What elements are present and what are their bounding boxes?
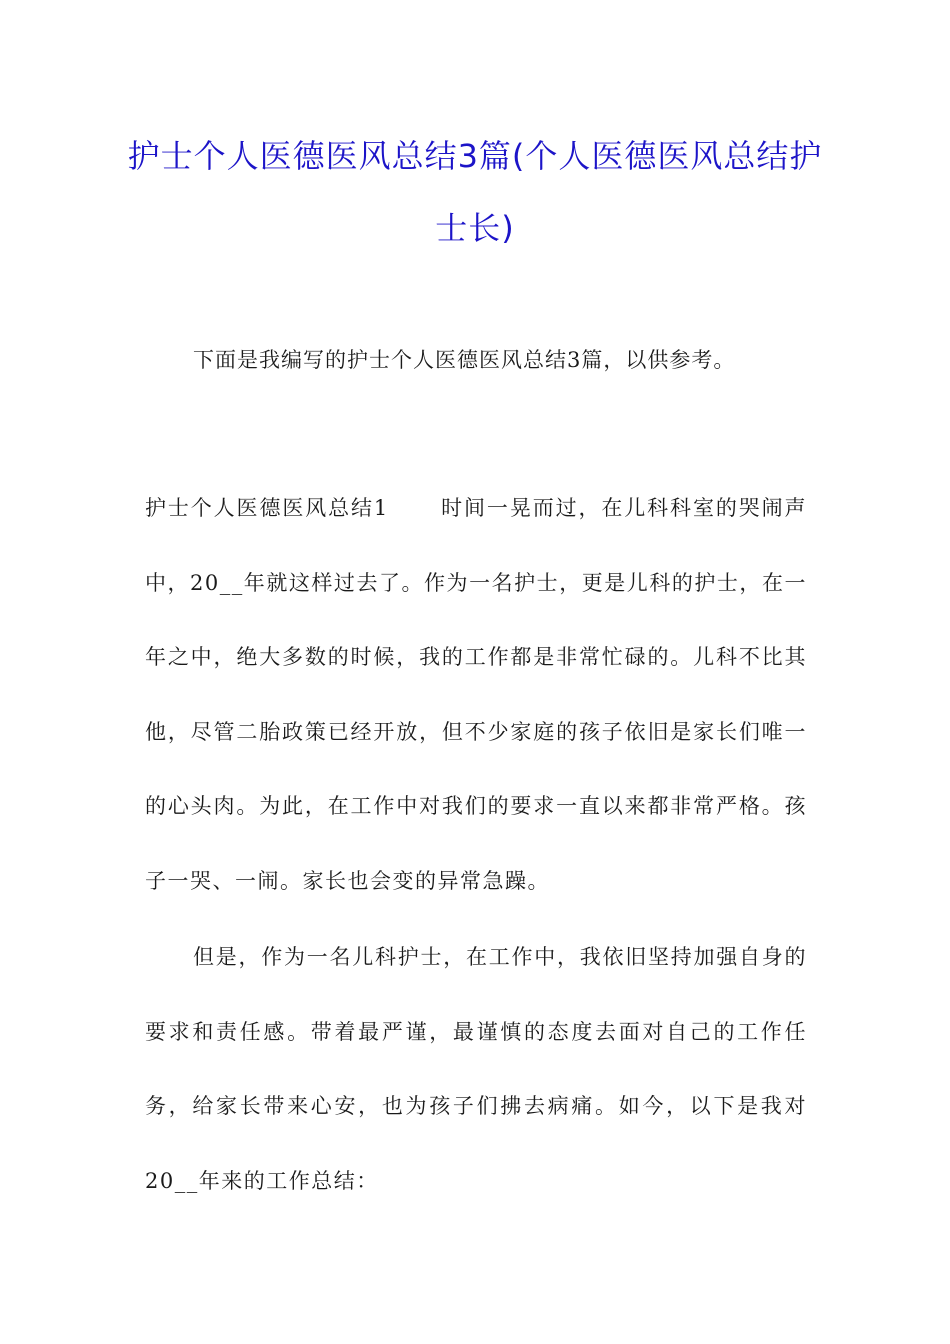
document-title: 护士个人医德医风总结3篇(个人医德医风总结护士长): [127, 137, 823, 247]
intro-paragraph: 下面是我编写的护士个人医德医风总结3篇，以供参考。: [193, 348, 736, 372]
first-paragraph: [145, 471, 807, 918]
paragraph-1-text: 时间一晃而过，在儿科科室的哭闹声中，20__年就这样过去了。作为一名护士，更是儿科的护士，在一年之中，绝大多数的时候，我的工作都是非常忙碌的。儿科不比其他，尽管二胎政策已经开放，但不少家庭的孩子依旧是家长们唯一的心头肉。为此，在工作中对我们的要求一直以来都非常严格。孩子一哭、一闹。家长也会变的异常急躁。: [145, 496, 807, 893]
section-heading: 护士个人医德医风总结1: [145, 496, 389, 520]
second-paragraph: 但是，作为一名儿科护士，在工作中，我依旧坚持加强自身的要求和责任感。带着最严谨，最谨慎的态度去面对自己的工作任务，给家长带来心安，也为孩子们拂去病痛。如今，以下是我对20__年来的工作总结：: [145, 945, 807, 1193]
